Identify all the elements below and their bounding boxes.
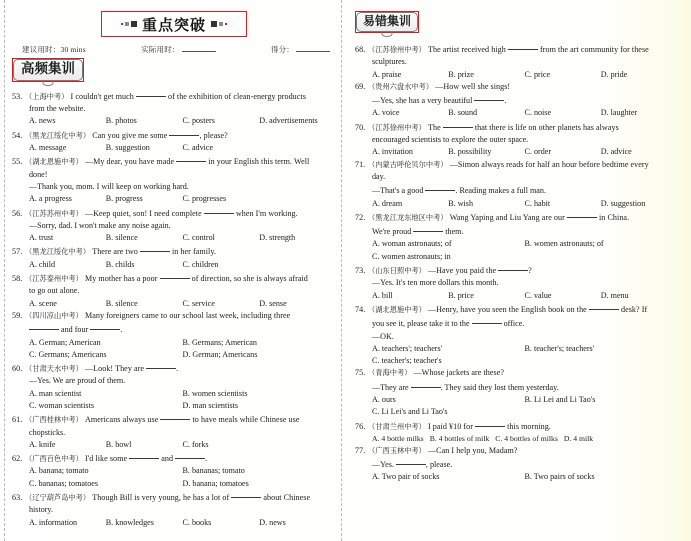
title-decoration-left-icon (121, 21, 137, 27)
question-number: 74. (355, 304, 366, 314)
option[interactable]: D. suggestion (600, 198, 646, 208)
option-row (355, 251, 677, 263)
option-row (355, 107, 677, 119)
option[interactable]: A. trust (29, 233, 54, 243)
score-input[interactable] (296, 44, 330, 52)
answer-blank[interactable] (146, 361, 176, 369)
answer-blank[interactable] (175, 451, 205, 459)
question-item (12, 412, 336, 451)
question-number: 59. (12, 310, 23, 320)
option[interactable]: C. teacher's; teacher's (372, 356, 442, 366)
option[interactable]: A. German; American (29, 337, 101, 347)
question-continuation: you see it, please take it to the office. (355, 316, 677, 330)
option[interactable]: A. a progress (29, 194, 72, 204)
badge-high-frequency: 高频集训 (12, 58, 84, 82)
question-number: 57. (12, 247, 23, 257)
question-item (12, 490, 336, 529)
question-stem: 71. （内蒙古呼伦贝尔中考） —Simon always reads for half an hour before bedtime every (355, 159, 677, 171)
option-row (12, 439, 336, 451)
option[interactable]: D. German; Americans (182, 349, 258, 359)
left-column (0, 0, 345, 541)
question-stem: 73. （山东日照中考） —Have you paid the ? (355, 263, 677, 277)
question-item (12, 206, 336, 245)
question-stem: 58. （江苏泰州中考） My mother has a poor of direction, so she is always afraid (12, 271, 336, 285)
option[interactable]: B. childs (105, 259, 135, 269)
left-badge-wrap (12, 58, 336, 82)
question-item (12, 244, 336, 271)
question-continuation: We're proud them. (355, 224, 677, 238)
question-stem: 74. （湖北恩施中考） —Henry, have you seen the English book on the desk? If (355, 302, 677, 316)
question-source: （湖北恩施中考） (368, 304, 426, 314)
question-source: （江苏徐州中考） (368, 122, 426, 132)
question-stem: 55. （湖北恩施中考） —My dear, you have made in your English this term. Well (12, 154, 336, 168)
question-continuation: —That's a good . Reading makes a full man. (355, 183, 677, 197)
option[interactable]: C. posters (182, 116, 215, 126)
option[interactable]: A. praise (372, 69, 402, 79)
question-number: 54. (12, 130, 23, 140)
option-row (355, 343, 677, 355)
option-row (12, 298, 336, 310)
question-number: 63. (12, 493, 23, 503)
question-stem: 69. （贵州六盘水中考） —How well she sings! (355, 81, 677, 93)
question-item (12, 451, 336, 490)
answer-blank[interactable] (475, 419, 505, 427)
page-title: 重点突破 (141, 15, 206, 34)
question-source: （江苏泰州中考） (25, 274, 83, 284)
option-row (12, 232, 336, 244)
meta-row (12, 44, 336, 55)
answer-blank[interactable] (396, 457, 426, 465)
option[interactable]: B. knowledges (105, 517, 154, 527)
question-source: （青海中考） (368, 368, 412, 378)
question-item (355, 367, 677, 418)
answer-blank[interactable] (413, 224, 443, 232)
question-number: 61. (12, 415, 23, 425)
answer-blank[interactable] (425, 183, 455, 191)
question-number: 68. (355, 45, 366, 54)
answer-blank[interactable] (140, 244, 170, 252)
option[interactable]: A. message (29, 143, 67, 153)
question-item (12, 361, 336, 412)
question-continuation: to go out alone. (29, 286, 80, 296)
question-source: （甘肃兰州中考） (368, 421, 426, 431)
question-item (355, 42, 677, 81)
question-stem: 57. （黑龙江绥化中考） There are two in her family. (12, 244, 336, 258)
answer-blank[interactable] (231, 490, 261, 498)
option[interactable]: C. progresses (182, 194, 227, 204)
actual-time: 实际用时： (86, 44, 271, 55)
option-row (355, 394, 677, 406)
option[interactable]: A. scene (29, 298, 57, 308)
question-stem: 53. （上海中考） I couldn't get much of the exhibition of clean-energy products (12, 89, 336, 103)
question-stem: 56. （江苏苏州中考） —Keep quiet, son! I need complete when I'm working. (12, 206, 336, 220)
option-row (12, 517, 336, 529)
option[interactable]: C. order (524, 147, 552, 157)
option[interactable]: A. dream (372, 198, 403, 208)
option[interactable]: B. prize (448, 69, 474, 79)
question-source: （江苏苏州中考） (25, 208, 83, 218)
option[interactable]: A. news (29, 116, 56, 126)
question-continuation: —Thank you, mom. I will keep on working hard. (29, 181, 189, 191)
question-source: （贵州六盘水中考） (368, 81, 434, 91)
question-continuation: —Yes. , please. (355, 457, 677, 471)
question-item (355, 120, 677, 159)
question-continuation: —They are . They said they lost them yesterday. (355, 380, 677, 394)
question-number: 73. (355, 266, 366, 276)
question-stem: 77. （广西玉林中考） —Can I help you, Madam? (355, 445, 677, 457)
option-row (12, 115, 336, 127)
question-source: （广西玉林中考） (368, 445, 426, 455)
option[interactable]: C. 4 bottles of milks (495, 433, 558, 443)
option[interactable]: D. advice (600, 147, 632, 157)
question-number: 76. (355, 421, 366, 431)
question-continuation: —Yes. It's ten more dollars this month. (372, 278, 499, 288)
option[interactable]: D. strength (259, 233, 296, 243)
question-stem: 75. （青海中考） —Whose jackets are these? (355, 367, 677, 379)
option[interactable]: D. menu (600, 290, 629, 300)
option[interactable]: C. forks (182, 439, 209, 449)
question-stem: 60. （甘肃天水中考） —Look! They are . (12, 361, 336, 375)
question-number: 53. (12, 91, 23, 101)
option[interactable]: D. sense (259, 298, 287, 308)
option-row (12, 193, 336, 205)
question-source: （江苏徐州中考） (368, 45, 426, 54)
answer-blank[interactable] (474, 93, 504, 101)
question-number: 58. (12, 274, 23, 284)
question-continuation: —Sorry, dad. I won't make any noise again. (29, 220, 171, 230)
suggested-time: 建议用时：30 mins (22, 45, 86, 54)
answer-blank[interactable] (589, 302, 619, 310)
option[interactable]: A. information (29, 517, 78, 527)
option-row (355, 238, 677, 250)
option[interactable]: B. possibility (448, 147, 492, 157)
question-continuation: history. (29, 505, 53, 515)
question-continuation: —Yes. We are proud of them. (29, 376, 126, 386)
question-number: 69. (355, 81, 366, 91)
option[interactable]: A. bill (372, 290, 393, 300)
option-row (355, 406, 677, 418)
option-row (12, 465, 336, 477)
title-decoration-right-icon (211, 21, 227, 27)
option[interactable]: A. ours (372, 395, 396, 405)
question-source: （内蒙古呼伦贝尔中考） (368, 159, 448, 169)
option-row (355, 355, 677, 367)
option[interactable]: D. banana; tomatoes (182, 478, 249, 488)
question-item (12, 310, 336, 361)
option-row (12, 400, 336, 412)
question-continuation: encouraged scientists to explore the outer space. (372, 135, 529, 145)
option-row (12, 337, 336, 349)
answer-blank[interactable] (136, 89, 166, 97)
option[interactable]: A. man scientist (29, 388, 82, 398)
question-stem: 70. （江苏徐州中考） The that there is life on other planets has always (355, 120, 677, 134)
question-stem: 63. （辽宁葫芦岛中考） Though Bill is very young, he has a lot of about Chinese (12, 490, 336, 504)
option-row (355, 198, 677, 210)
question-continuation: —OK. (372, 331, 394, 341)
question-stem: 59. （四川凉山中考） Many foreigners came to our school last week, including three (12, 310, 336, 322)
right-column (345, 0, 691, 541)
option-row (12, 388, 336, 400)
option-row (355, 69, 677, 81)
right-question-list (355, 42, 677, 484)
answer-blank[interactable] (176, 154, 206, 162)
question-source: （广西桂林中考） (25, 415, 83, 425)
right-badge-wrap (355, 11, 677, 33)
actual-time-input[interactable] (182, 44, 216, 52)
option[interactable]: B. suggestion (105, 143, 150, 153)
option[interactable]: D. man scientists (182, 401, 239, 410)
question-item (355, 159, 677, 210)
question-stem: 61. （广西桂林中考） Americans always use to have meals while Chinese use (12, 412, 336, 426)
badge-error-prone: 易错集训 (355, 11, 419, 33)
section-title-box (101, 11, 247, 37)
score-field: 得分： (271, 44, 330, 55)
question-number: 75. (355, 368, 366, 378)
option[interactable]: D. news (259, 517, 286, 527)
option[interactable]: B. 4 bottles of milk (429, 433, 490, 443)
answer-blank[interactable] (508, 42, 538, 50)
question-number: 55. (12, 157, 23, 167)
question-continuation: sculptures. (372, 57, 407, 67)
answer-blank[interactable] (204, 206, 234, 214)
question-source: （广西百色中考） (25, 454, 83, 464)
option[interactable]: B. Li Lei and Li Tao's (524, 395, 596, 405)
option[interactable]: A. knife (29, 439, 56, 449)
answer-blank[interactable] (169, 128, 199, 136)
question-stem: 72. （黑龙江龙东地区中考） Wang Yaping and Liu Yang are our in China. (355, 210, 677, 224)
option[interactable]: C. habit (524, 198, 551, 208)
option[interactable]: C. price (524, 69, 551, 79)
option[interactable]: B. photos (105, 116, 137, 126)
question-continuation: —Yes, she has a very beautiful . (355, 93, 677, 107)
option[interactable]: B. silence (105, 298, 138, 308)
question-source: （黑龙江龙东地区中考） (368, 212, 448, 222)
option[interactable]: A. voice (372, 108, 400, 118)
question-continuation: done! (29, 169, 48, 179)
answer-blank[interactable] (129, 451, 159, 459)
question-number: 71. (355, 159, 366, 169)
question-continuation: and four . (12, 322, 336, 336)
question-item (12, 271, 336, 310)
option[interactable]: B. women scientists (182, 388, 248, 398)
option[interactable]: C. advice (182, 143, 214, 153)
option-row (355, 471, 677, 483)
question-number: 62. (12, 454, 23, 464)
question-source: （四川凉山中考） (25, 310, 83, 320)
answer-blank[interactable] (411, 380, 441, 388)
option[interactable]: B. sound (448, 108, 478, 118)
option[interactable]: D. pride (600, 69, 628, 79)
answer-blank[interactable] (472, 316, 502, 324)
question-stem: 68. （江苏徐州中考） The artist received high from the art community for these (355, 42, 677, 56)
answer-blank[interactable] (443, 120, 473, 128)
option[interactable]: D. 4 milk (563, 433, 594, 443)
option[interactable]: B. price (448, 290, 474, 300)
option-row (12, 349, 336, 361)
answer-blank[interactable] (160, 412, 190, 420)
option[interactable]: A. teachers'; teachers' (372, 343, 443, 353)
question-number: 56. (12, 208, 23, 218)
option[interactable]: A. invitation (372, 147, 413, 157)
question-item (355, 81, 677, 120)
question-number: 77. (355, 445, 366, 455)
option[interactable]: C. noise (524, 108, 552, 118)
question-source: （山东日照中考） (368, 266, 426, 276)
option[interactable]: C. books (182, 517, 212, 527)
option[interactable]: B. wish (448, 198, 473, 208)
option-row (12, 142, 336, 154)
option[interactable]: C. value (524, 290, 552, 300)
option[interactable]: B. progress (105, 194, 143, 204)
answer-blank[interactable] (160, 271, 190, 279)
question-number: 70. (355, 122, 366, 132)
question-stem: 54. （黑龙江绥化中考） Can you give me some , please? (12, 128, 336, 142)
question-item (355, 302, 677, 367)
option-row (355, 433, 677, 445)
question-item (355, 210, 677, 263)
option[interactable]: C. Germans; Americans (29, 349, 107, 359)
option[interactable]: B. bananas; tomato (182, 466, 245, 476)
option[interactable]: C. children (182, 259, 219, 269)
question-item (355, 445, 677, 484)
question-continuation: day. (372, 171, 386, 181)
answer-blank[interactable] (29, 322, 59, 330)
option-row (355, 146, 677, 158)
question-source: （辽宁葫芦岛中考） (25, 493, 91, 503)
badge-tail-icon (43, 80, 54, 86)
question-item (12, 154, 336, 205)
question-stem: 62. （广西百色中考） I'd like some and . (12, 451, 336, 465)
option[interactable]: A. woman astronauts; of (372, 239, 452, 249)
option[interactable]: C. service (182, 298, 215, 308)
left-question-list (12, 89, 336, 529)
option[interactable]: C. control (182, 233, 215, 243)
question-item (12, 89, 336, 128)
option[interactable]: A. 4 bottle milks (372, 433, 424, 443)
question-number: 60. (12, 364, 23, 374)
option[interactable]: D. advertisements (259, 116, 318, 126)
option[interactable]: B. Germans; American (182, 337, 257, 347)
question-source: （黑龙江绥化中考） (25, 130, 91, 140)
option[interactable]: C. Li Lei's and Li Tao's (372, 407, 448, 417)
question-item (12, 128, 336, 155)
question-item (355, 419, 677, 445)
option[interactable]: B. bowl (105, 439, 132, 449)
option[interactable]: A. banana; tomato (29, 466, 89, 476)
question-stem: 76. （甘肃兰州中考） I paid ¥10 for this morning. (355, 419, 677, 433)
badge-tail-icon (382, 31, 393, 37)
answer-blank[interactable] (90, 322, 120, 330)
option-row (12, 478, 336, 490)
question-source: （湖北恩施中考） (25, 157, 83, 167)
answer-blank[interactable] (498, 263, 528, 271)
question-item (355, 263, 677, 302)
question-source: （黑龙江绥化中考） (25, 247, 91, 257)
option-row (355, 290, 677, 302)
question-continuation: from the website. (29, 104, 86, 114)
option[interactable]: B. silence (105, 233, 138, 243)
option[interactable]: A. child (29, 259, 56, 269)
question-number: 72. (355, 212, 366, 222)
option[interactable]: C. women astronauts; in (372, 251, 451, 261)
answer-blank[interactable] (567, 210, 597, 218)
option[interactable]: B. teacher's; teachers' (524, 343, 595, 353)
question-source: （上海中考） (25, 91, 69, 101)
option[interactable]: B. women astronauts; of (524, 239, 604, 249)
option-row (12, 259, 336, 271)
question-continuation: chopsticks. (29, 427, 66, 437)
option[interactable]: A. Two pair of socks (372, 472, 440, 482)
question-source: （甘肃天水中考） (25, 364, 83, 374)
option[interactable]: D. laughter (600, 108, 638, 118)
option[interactable]: C. bananas; tomatoes (29, 478, 99, 488)
option[interactable]: B. Two pairs of socks (524, 472, 595, 482)
option[interactable]: C. woman scientists (29, 401, 94, 410)
